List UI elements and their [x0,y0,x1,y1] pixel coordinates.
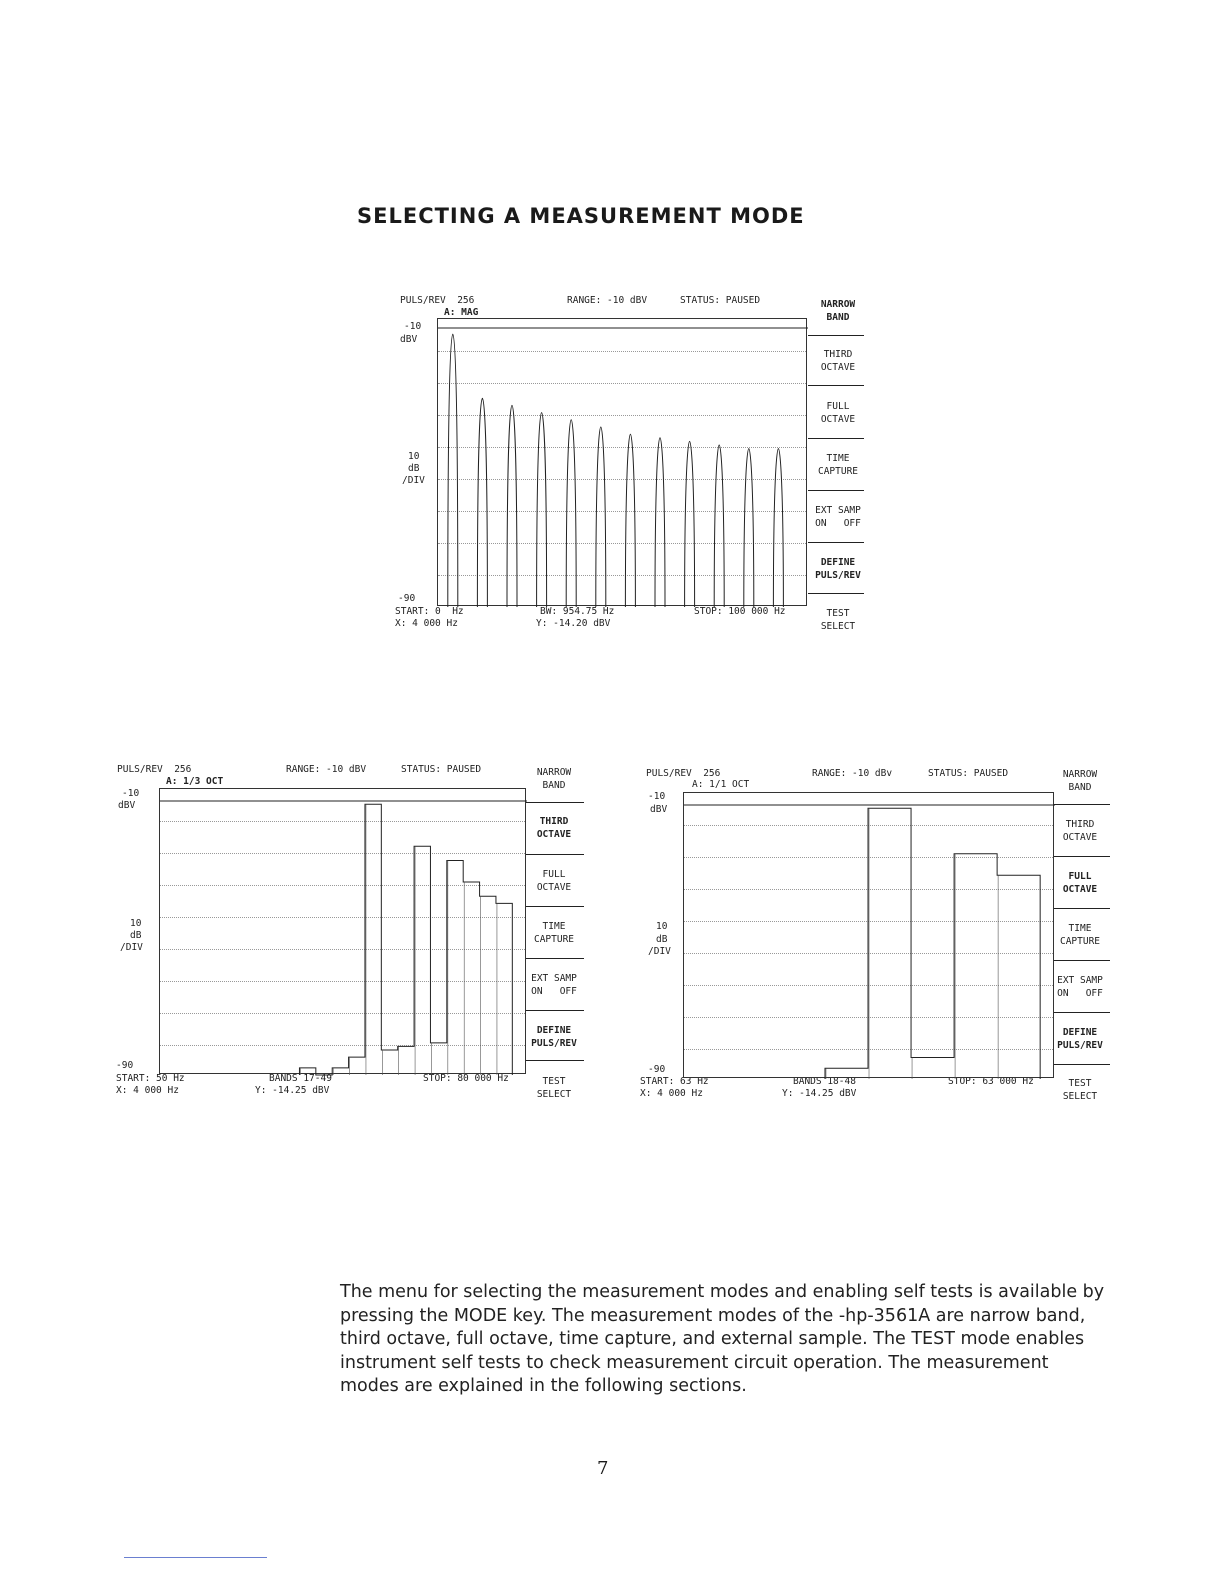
menu-full-octave[interactable]: FULL OCTAVE [536,869,572,893]
bands-label: BANDS 17-49 [269,1073,332,1084]
menu-time-capture[interactable]: TIME CAPTURE [533,921,575,945]
range-label: RANGE: -10 dBV [286,764,367,775]
spectrum-peak [714,445,724,607]
ref-bottom-label: -90 [648,1064,666,1075]
y-readout: Y: -14.20 dBV [536,618,611,629]
stop-label: STOP: 100 000 Hz [694,606,786,617]
stop-label: STOP: 80 000 Hz [423,1073,509,1084]
spectrum-peak [655,438,665,607]
page-title: SELECTING A MEASUREMENT MODE [357,204,805,228]
y-readout: Y: -14.25 dBV [255,1085,330,1096]
third-octave-plot [159,788,526,1074]
spectrum-peak [596,427,606,607]
menu-test-select[interactable]: TEST SELECT [820,608,856,632]
menu-define-puls-rev[interactable]: DEFINE PULS/REV [815,557,861,581]
scale-label-3: /DIV [648,946,671,957]
menu-ext-samp[interactable]: EXT SAMP ON OFF [531,973,577,997]
start-label: START: 0 Hz [395,606,464,617]
narrow-band-screen [390,293,870,638]
menu-test-select[interactable]: TEST SELECT [1062,1078,1098,1102]
trace-label: A: 1/1 OCT [692,779,750,790]
full-octave-plot [683,792,1054,1078]
status-label: STATUS: PAUSED [401,764,482,775]
spectrum-peak [625,434,635,607]
start-label: START: 50 Hz [116,1073,185,1084]
menu-third-octave[interactable]: THIRD OCTAVE [536,816,572,840]
status-label: STATUS: PAUSED [928,768,1009,779]
x-readout: X: 4 000 Hz [640,1088,703,1099]
spectrum-peak [448,334,458,607]
spectrum-peak [507,405,517,607]
x-readout: X: 4 000 Hz [116,1085,179,1096]
footnote-rule [124,1557,267,1558]
spectrum-peak [685,441,695,607]
ref-bottom-label: -90 [398,593,416,604]
menu-full-octave[interactable]: FULL OCTAVE [820,401,856,425]
menu-third-octave[interactable]: THIRD OCTAVE [1062,819,1098,843]
menu-ext-samp[interactable]: EXT SAMP ON OFF [1057,975,1103,999]
menu-test-select[interactable]: TEST SELECT [536,1076,572,1100]
spectrum-peak [744,449,754,607]
scale-label-1: 10 [408,451,420,462]
scale-label-3: /DIV [402,475,425,486]
puls-rev-label: PULS/REV 256 [646,768,721,779]
ref-unit-label: dBV [400,334,418,345]
menu-full-octave[interactable]: FULL OCTAVE [1062,871,1098,895]
body-paragraph: The menu for selecting the measurement modes and enabling self tests is available by pressing the MODE key. The measurement modes of the -hp-3561A are narrow band, third octave, full octave, time capture, and external sample. The TEST mode enables instrument self tests to check measurement circuit operation. The measurement modes are explained in the following sections. [340,1282,1105,1396]
third-octave-screen [112,762,592,1107]
menu-narrow-band[interactable]: NARROW BAND [536,767,572,791]
page-number: 7 [597,1458,609,1479]
spectrum-trace [438,319,808,607]
menu-define-puls-rev[interactable]: DEFINE PULS/REV [531,1025,577,1049]
full-octave-screen [638,766,1118,1111]
menu-time-capture[interactable]: TIME CAPTURE [1059,923,1101,947]
full-octave-steps [825,808,1040,1079]
puls-rev-label: PULS/REV 256 [117,764,192,775]
start-label: START: 63 Hz [640,1076,709,1087]
ref-bottom-label: -90 [116,1060,134,1071]
menu-third-octave[interactable]: THIRD OCTAVE [820,349,856,373]
trace-label: A: MAG [444,307,479,318]
spectrum-peak [773,449,783,607]
scale-label-1: 10 [130,918,142,929]
ref-top-label: -10 [122,788,140,799]
range-label: RANGE: -10 dBv [812,768,893,779]
scale-label-3: /DIV [120,942,143,953]
ref-unit-label: dBV [650,804,668,815]
spectrum-peak [537,413,547,607]
scale-label-2: dB [408,463,420,474]
y-readout: Y: -14.25 dBV [782,1088,857,1099]
scale-label-2: dB [656,934,668,945]
bw-label: BW: 954.75 Hz [540,606,615,617]
spectrum-peak [477,398,487,607]
range-label: RANGE: -10 dBV [567,295,648,306]
scale-label-1: 10 [656,921,668,932]
trace-label: A: 1/3 OCT [166,776,224,787]
bands-label: BANDS 18-48 [793,1076,856,1087]
x-readout: X: 4 000 Hz [395,618,458,629]
status-label: STATUS: PAUSED [680,295,761,306]
spectrum-plot [437,318,807,606]
third-octave-trace [160,789,527,1075]
ref-top-label: -10 [404,321,422,332]
menu-define-puls-rev[interactable]: DEFINE PULS/REV [1057,1027,1103,1051]
ref-unit-label: dBV [118,800,136,811]
stop-label: STOP: 63 000 Hz [948,1076,1034,1087]
menu-narrow-band[interactable]: NARROW BAND [820,299,856,323]
spectrum-peak [566,420,576,607]
full-octave-trace [684,793,1055,1079]
puls-rev-label: PULS/REV 256 [400,295,475,306]
menu-time-capture[interactable]: TIME CAPTURE [817,453,859,477]
menu-narrow-band[interactable]: NARROW BAND [1062,769,1098,793]
ref-top-label: -10 [648,791,666,802]
scale-label-2: dB [130,930,142,941]
menu-ext-samp[interactable]: EXT SAMP ON OFF [815,505,861,529]
